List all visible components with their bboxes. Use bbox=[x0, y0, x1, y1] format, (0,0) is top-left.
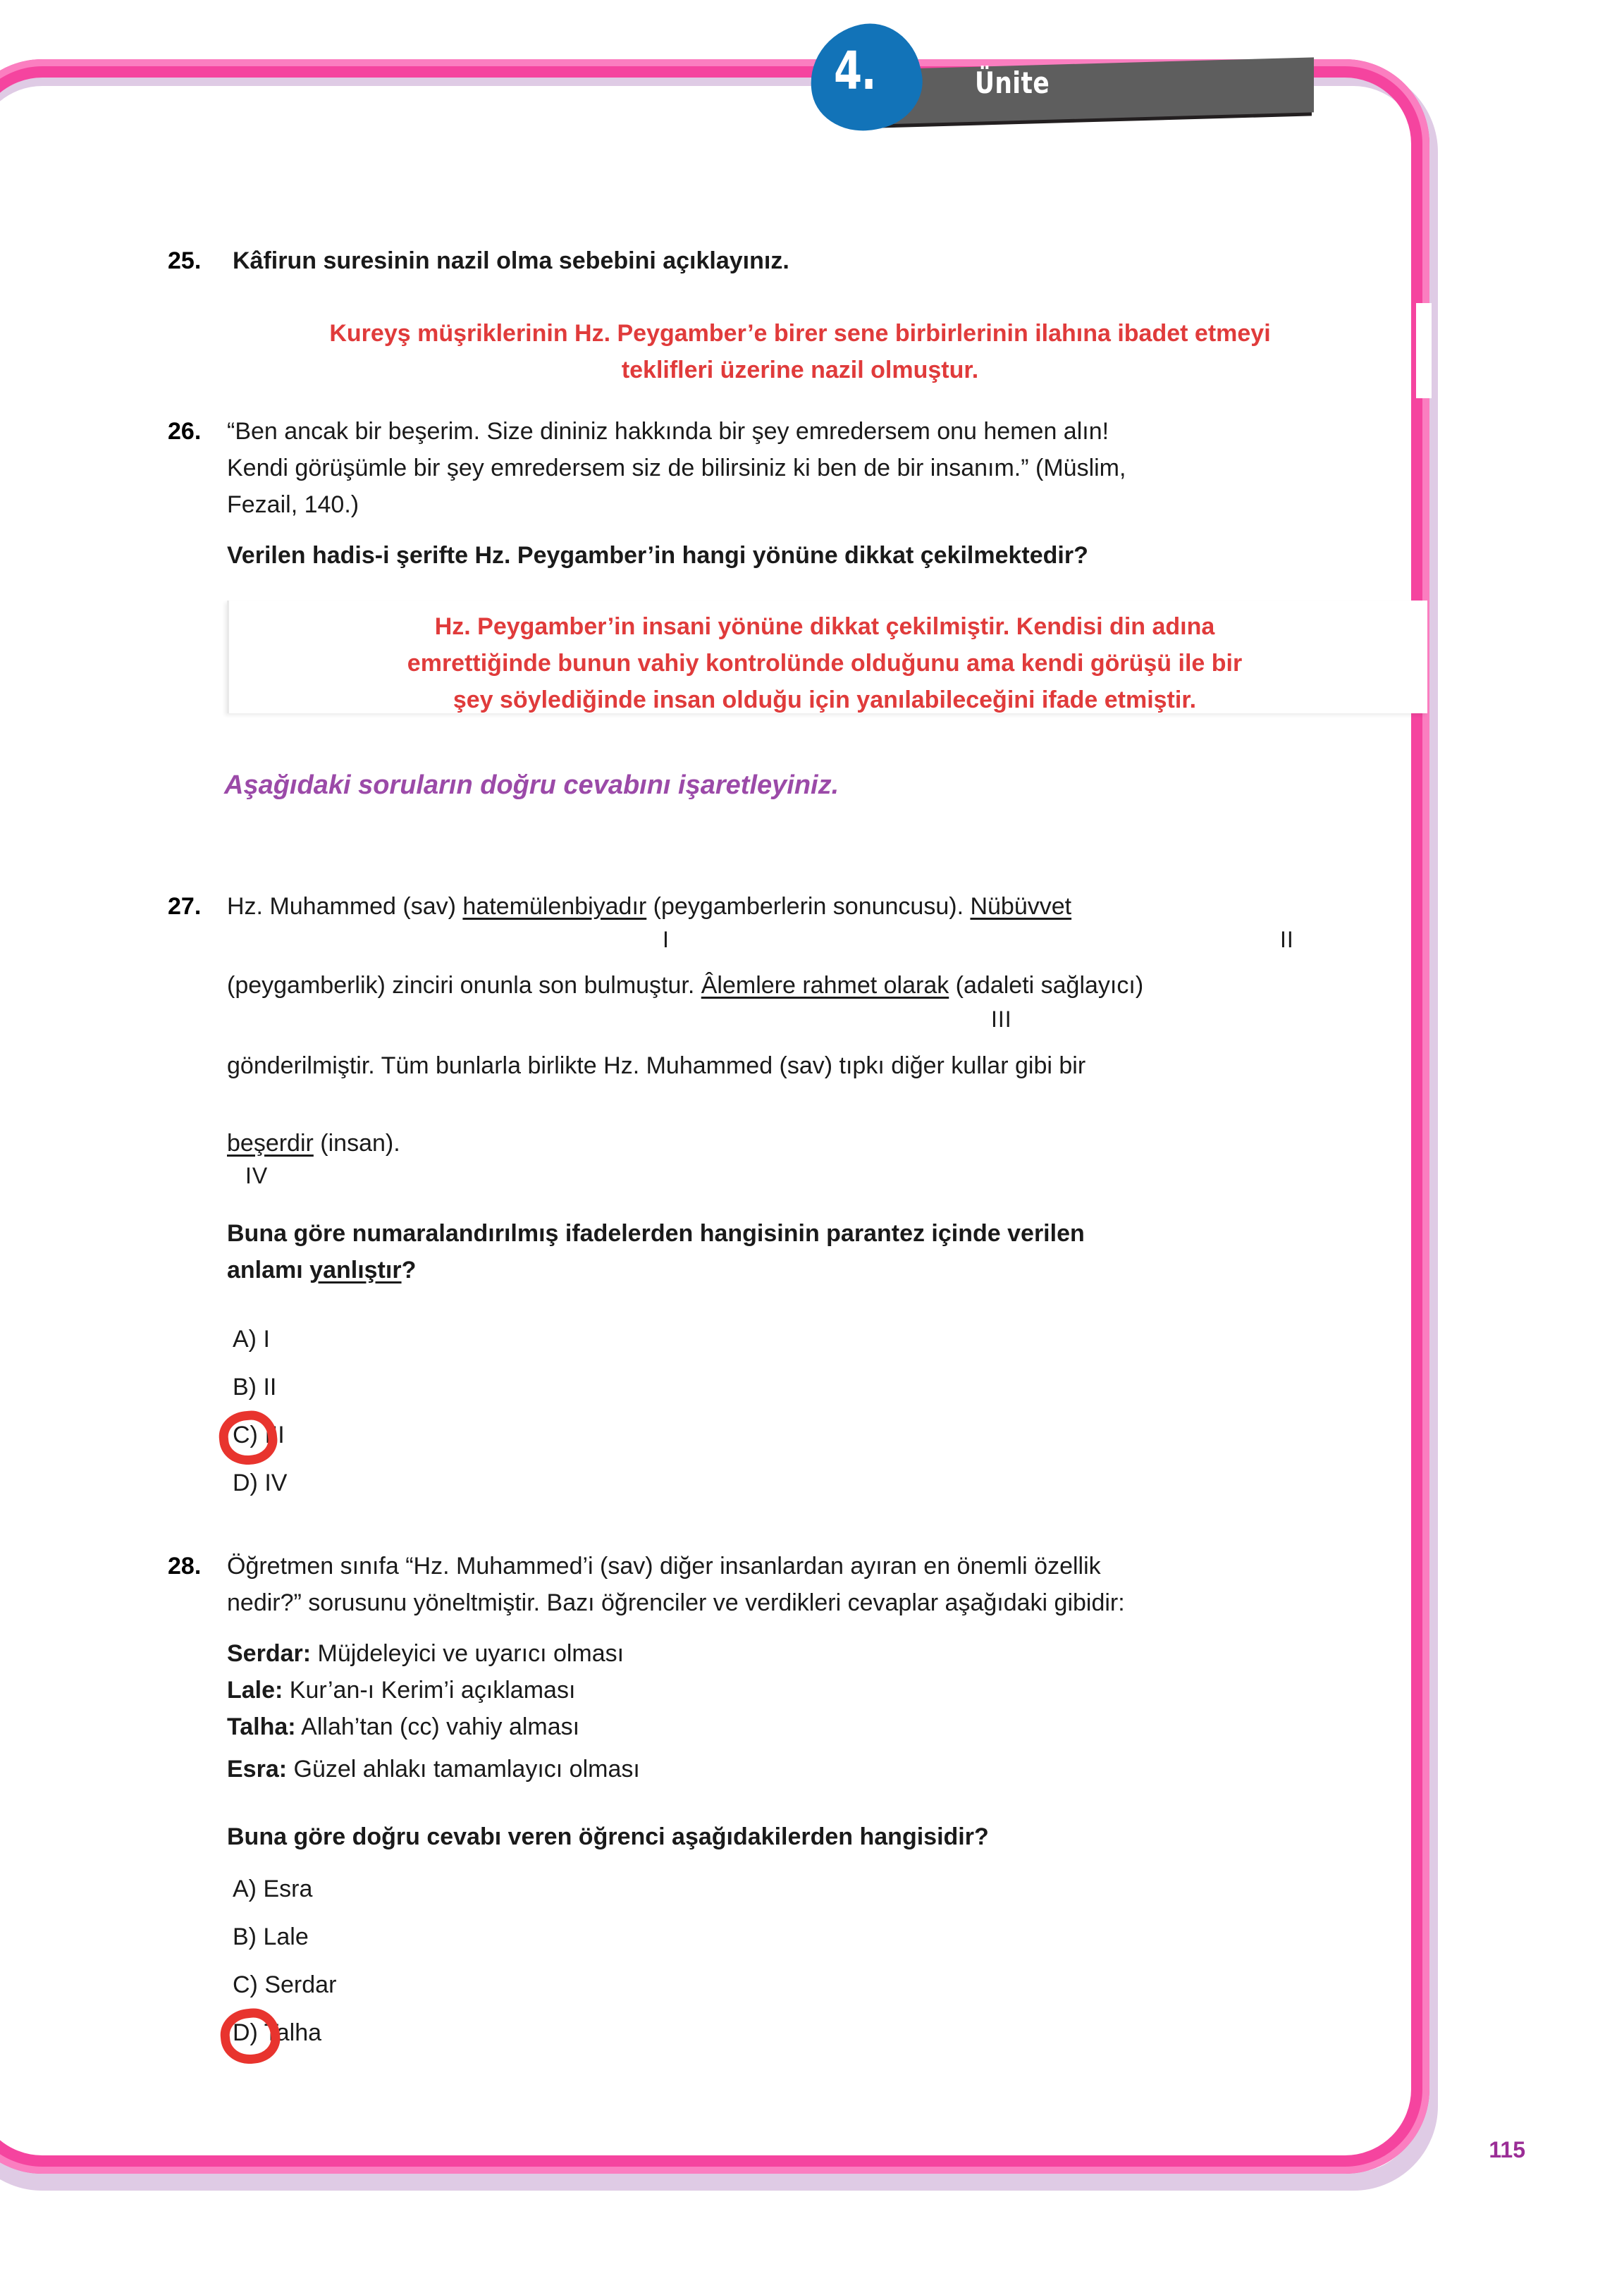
q27-prompt-b: ? bbox=[401, 1257, 417, 1283]
question-27-stem-line-3: gönderilmiştir. Tüm bunlarla birlikte Hz. Muhammed (sav) tıpkı diğer kullar gibi bir bbox=[227, 1052, 1086, 1079]
question-27-roman-2: II bbox=[1280, 927, 1294, 952]
option-text: I bbox=[263, 1326, 270, 1353]
student-name: Lale: bbox=[227, 1677, 283, 1704]
q27-underline-2: Nübüvvet bbox=[970, 893, 1072, 920]
question-25-answer-line-2: teklifleri üzerine nazil olmuştur. bbox=[621, 357, 979, 383]
option-letter: C) bbox=[233, 1422, 258, 1448]
student-answer: Güzel ahlakı tamamlayıcı olması bbox=[287, 1756, 640, 1783]
option-letter: B) bbox=[233, 1374, 257, 1401]
question-27-number: 27. bbox=[168, 893, 202, 920]
q27-text-a: Hz. Muhammed (sav) bbox=[227, 893, 463, 920]
option-text: IV bbox=[264, 1470, 288, 1496]
question-28-student-2 bbox=[227, 1673, 1425, 1708]
question-26-quote-line-1: “Ben ancak bir beşerim. Size dininiz hakkında bir şey emredersem onu hemen alın! bbox=[227, 418, 1109, 445]
student-name: Esra: bbox=[227, 1756, 288, 1783]
question-25-prompt: Kâfirun suresinin nazil olma sebebini açıklayınız. bbox=[233, 247, 789, 274]
question-27-roman-1: I bbox=[663, 927, 670, 952]
q27-text-b: (peygamberlerin sonuncusu). bbox=[646, 893, 971, 920]
q27-underline-1: hatemülenbiyadır bbox=[462, 893, 647, 920]
question-28-option-c[interactable] bbox=[233, 1968, 336, 2002]
question-27-prompt-line-1: Buna göre numaralandırılmış ifadelerden hangisinin parantez içinde verilen bbox=[227, 1220, 1085, 1247]
option-text: Esra bbox=[263, 1876, 313, 1902]
question-28-prompt: Buna göre doğru cevabı veren öğrenci aşağıdakilerden hangisidir? bbox=[227, 1823, 989, 1850]
question-28-stem-line-2: nedir?” sorusunu yöneltmiştir. Bazı öğrenciler ve verdikleri cevaplar aşağıdaki gibidir: bbox=[227, 1589, 1125, 1616]
option-text: Serdar bbox=[264, 1971, 337, 1998]
question-26-quote-line-3: Fezail, 140.) bbox=[227, 491, 359, 518]
option-letter: D) bbox=[233, 1470, 258, 1496]
question-27-stem-line-2 bbox=[227, 968, 1425, 1003]
question-27-option-b[interactable] bbox=[233, 1370, 276, 1405]
question-27-prompt-line-2 bbox=[227, 1253, 1425, 1288]
unit-number-text: 4. bbox=[834, 41, 875, 101]
q27-underline-3: Âlemlere rahmet olarak bbox=[701, 972, 949, 999]
q27-prompt-a: anlamı bbox=[227, 1257, 310, 1283]
question-28-stem-line-1: Öğretmen sınıfa “Hz. Muhammed’i (sav) diğer insanlardan ayıran en önemli özellik bbox=[227, 1553, 1101, 1580]
question-27-roman-4: IV bbox=[245, 1163, 269, 1188]
student-answer: Allah’tan (cc) vahiy alması bbox=[295, 1713, 580, 1740]
question-26-answer-line-3: şey söylediğinde insan olduğu için yanılabileceğini ifade etmiştir. bbox=[453, 687, 1197, 713]
q27-text-c: (peygamberlik) zinciri onunla son bulmuştur. bbox=[227, 972, 701, 999]
instruction-text: Aşağıdaki soruların doğru cevabını işaretleyiniz. bbox=[224, 770, 839, 800]
student-answer: Müjdeleyici ve uyarıcı olması bbox=[311, 1640, 625, 1667]
option-text: Lale bbox=[263, 1923, 309, 1950]
question-27-stem-line-1 bbox=[227, 889, 1425, 924]
q27-text-e: (insan). bbox=[313, 1130, 400, 1157]
option-text: III bbox=[264, 1422, 285, 1448]
question-26-number: 26. bbox=[168, 418, 202, 445]
q27-text-d: (adaleti sağlayıcı) bbox=[949, 972, 1144, 999]
question-27-option-d[interactable] bbox=[233, 1466, 287, 1501]
student-name: Talha: bbox=[227, 1713, 296, 1740]
question-26-answer-line-1: Hz. Peygamber’in insani yönüne dikkat çekilmiştir. Kendisi din adına bbox=[434, 613, 1215, 640]
question-28-student-1 bbox=[227, 1637, 1425, 1671]
option-letter: B) bbox=[233, 1923, 257, 1950]
question-28-student-4 bbox=[227, 1752, 1425, 1787]
question-27-roman-3: III bbox=[991, 1007, 1012, 1032]
question-26-quote-line-2: Kendi görüşümle bir şey emredersem siz de bilirsiniz ki ben de bir insanım.” (Müslim, bbox=[227, 455, 1126, 481]
question-28-option-b[interactable] bbox=[233, 1920, 309, 1954]
question-27-stem-line-4 bbox=[227, 1126, 1425, 1161]
question-26-answer-line-2: emrettiğinde bunun vahiy kontrolünde olduğunu ama kendi görüşü ile bir bbox=[407, 650, 1243, 677]
option-letter: A) bbox=[233, 1876, 257, 1902]
option-text: II bbox=[263, 1374, 277, 1401]
page-number: 115 bbox=[1489, 2137, 1525, 2162]
question-25-number: 25. bbox=[168, 247, 202, 274]
question-28-number: 28. bbox=[168, 1553, 202, 1580]
question-25-answer-line-1: Kureyş müşriklerinin Hz. Peygamber’e birer sene birbirlerinin ilahına ibadet etmeyi bbox=[329, 320, 1271, 347]
student-name: Serdar: bbox=[227, 1640, 312, 1667]
option-letter: D) bbox=[233, 2019, 258, 2046]
question-28-option-a[interactable] bbox=[233, 1872, 312, 1907]
question-27-option-a[interactable] bbox=[233, 1322, 270, 1357]
q27-underline-4: beşerdir bbox=[227, 1130, 314, 1157]
option-text: Talha bbox=[264, 2019, 322, 2046]
student-answer: Kur’an-ı Kerim’i açıklaması bbox=[283, 1677, 576, 1704]
question-26-prompt: Verilen hadis-i şerifte Hz. Peygamber’in hangi yönüne dikkat çekilmektedir? bbox=[227, 542, 1088, 569]
q27-prompt-underline: yanlıştır bbox=[309, 1257, 402, 1283]
unit-label-text: Ünite bbox=[975, 66, 1050, 100]
option-letter: A) bbox=[233, 1326, 257, 1353]
option-letter: C) bbox=[233, 1971, 258, 1998]
question-28-student-3 bbox=[227, 1710, 1425, 1744]
